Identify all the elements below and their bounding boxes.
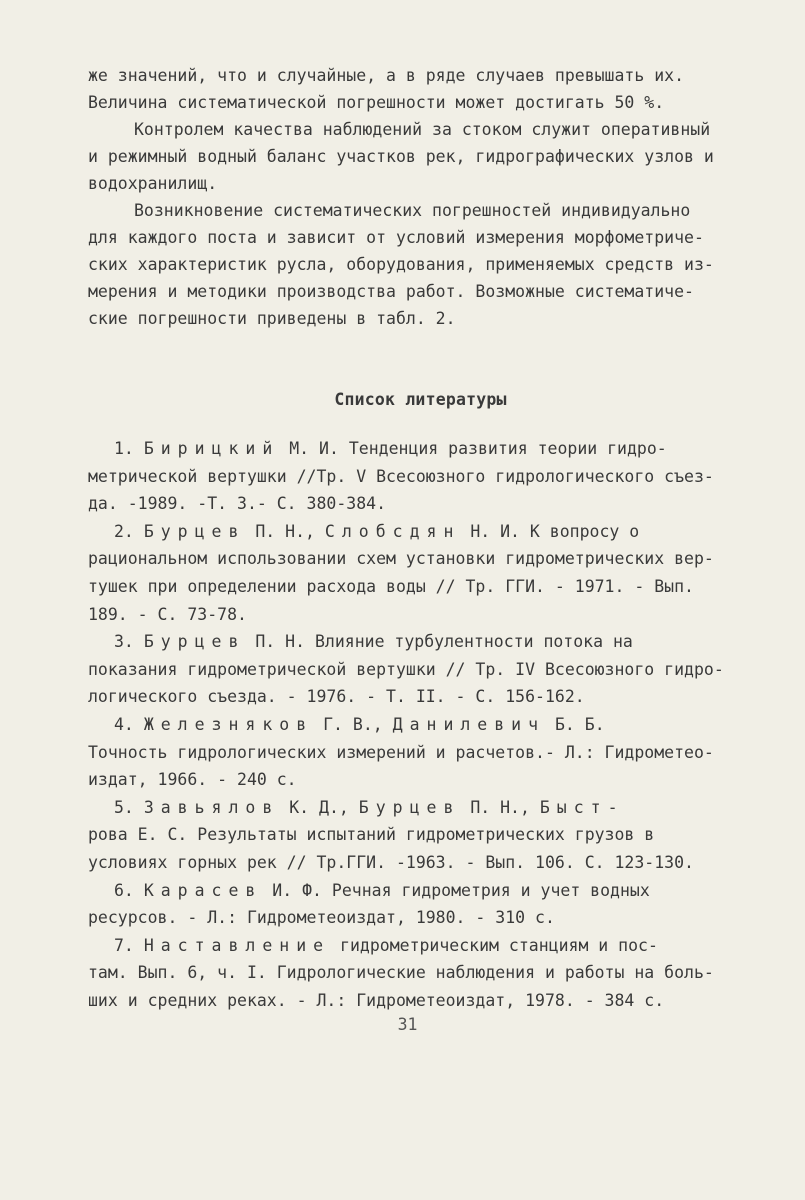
reference-author: Железняков	[143, 714, 314, 734]
text-line: мерения и методики производства работ. Возможные систематиче-	[88, 282, 694, 301]
text-line: для каждого поста и зависит от условий измерения морфометриче-	[88, 228, 704, 247]
text-line	[88, 435, 753, 463]
references-title: Список литературы	[334, 390, 507, 409]
text-line: ресурсов. - Л.: Гидрометеоиздат, 1980. - 310 с.	[88, 908, 555, 928]
reference-number: 3.	[114, 632, 134, 652]
text-line	[88, 932, 753, 960]
reference-author-initials: П. Н.,	[245, 521, 325, 541]
text-line: логического съезда. - 1976. - Т. II. - С. 156-162.	[88, 687, 585, 707]
text-line: рациональном использовании схем установки гидрометрических вер-	[88, 549, 714, 569]
body-text	[88, 62, 753, 332]
reference-text: гидрометрическим станциям и пос-	[330, 935, 658, 955]
reference-number: 7.	[114, 935, 134, 955]
reference-number: 1.	[114, 439, 134, 458]
text-line: ские погрешности приведены в табл. 2.	[88, 309, 456, 328]
text-line: и режимный водный баланс участков рек, гидрографических узлов и	[88, 147, 714, 166]
text-line: Контролем качества наблюдений за стоком служит оперативный	[134, 120, 711, 139]
reference-text: Влияние турбулентности потока на	[305, 632, 633, 652]
reference-item	[88, 628, 753, 711]
reference-author-initials: М. И.	[279, 439, 339, 458]
reference-author-initials: Б. Б.	[545, 714, 605, 734]
paragraph-1	[88, 62, 753, 116]
reference-item	[88, 794, 753, 877]
text-line: тушек при определении расхода воды // Тр. ГГИ. - 1971. - Вып.	[88, 576, 694, 596]
text-line: 189. - С. 73-78.	[88, 604, 247, 624]
text-line: Величина систематической погрешности может достигать 50 %.	[88, 93, 665, 112]
text-line: водохранилищ.	[88, 174, 218, 193]
reference-number: 2.	[114, 521, 134, 541]
text-line: показания гидрометрической вертушки // Тр. IV Всесоюзного гидро-	[88, 659, 724, 679]
reference-number: 4.	[114, 714, 134, 734]
reference-text: К вопросу о	[520, 521, 640, 541]
reference-author-initials: Г. В.,	[313, 714, 393, 734]
reference-author: Наставление	[143, 935, 331, 955]
text-line: ских характеристик русла, оборудования, применяемых средств из-	[88, 255, 714, 274]
reference-author-initials: П. Н.,	[460, 797, 540, 817]
paragraph-2	[88, 116, 753, 197]
text-line: там. Вып. 6, ч. I. Гидрологические наблюдения и работы на боль-	[88, 963, 714, 983]
text-line: же значений, что и случайные, а в ряде случаев превышать их.	[88, 66, 685, 85]
text-line	[88, 628, 753, 656]
text-line: метрической вертушки //Тр. V Всесоюзного гидрологического съез-	[88, 466, 714, 486]
reference-author: Бурцев	[358, 797, 461, 817]
text-line: рова Е. С. Результаты испытаний гидрометрических грузов в	[88, 825, 655, 845]
text-line	[88, 877, 753, 905]
reference-author-initials: К. Д.,	[279, 797, 359, 817]
page-number: 31	[397, 1015, 418, 1034]
reference-number: 6.	[114, 880, 134, 900]
references-list	[88, 435, 753, 1014]
reference-author: Бирицкий	[143, 439, 280, 458]
text-line: Возникновение систематических погрешностей индивидуально	[134, 201, 691, 220]
paragraph-3	[88, 197, 753, 332]
text-line	[88, 518, 753, 546]
reference-author: Бурцев	[143, 632, 246, 652]
reference-author-initials: И. Ф.	[262, 880, 322, 900]
reference-author-initials: Н. И.	[460, 521, 520, 541]
text-line: да. -1989. -Т. 3.- С. 380-384.	[88, 494, 387, 514]
text-line: Точность гидрологических измерений и расчетов.- Л.: Гидрометео-	[88, 742, 714, 762]
reference-author: Бурцев	[143, 521, 246, 541]
reference-text: Тенденция развития теории гидро-	[338, 439, 667, 458]
reference-author: Данилевич	[392, 714, 546, 734]
reference-item	[88, 435, 753, 518]
text-line	[88, 794, 753, 822]
text-line	[88, 711, 753, 739]
text-line: ших и средних реках. - Л.: Гидрометеоиздат, 1978. - 384 с.	[88, 990, 665, 1010]
reference-author-initials: П. Н.	[245, 632, 306, 652]
reference-author: Быст-	[539, 797, 625, 817]
reference-item	[88, 877, 753, 932]
reference-author: Завьялов	[143, 797, 280, 817]
text-line: издат, 1966. - 240 с.	[88, 770, 297, 790]
reference-number: 5.	[114, 797, 134, 817]
reference-item	[88, 932, 753, 1015]
reference-item	[88, 518, 753, 628]
text-line: условиях горных рек // Тр.ГГИ. -1963. - Вып. 106. С. 123-130.	[88, 852, 694, 872]
reference-author: Карасев	[143, 880, 263, 900]
reference-text: Речная гидрометрия и учет водных	[321, 880, 650, 900]
reference-item	[88, 711, 753, 794]
reference-author: Слобсдян	[324, 521, 461, 541]
